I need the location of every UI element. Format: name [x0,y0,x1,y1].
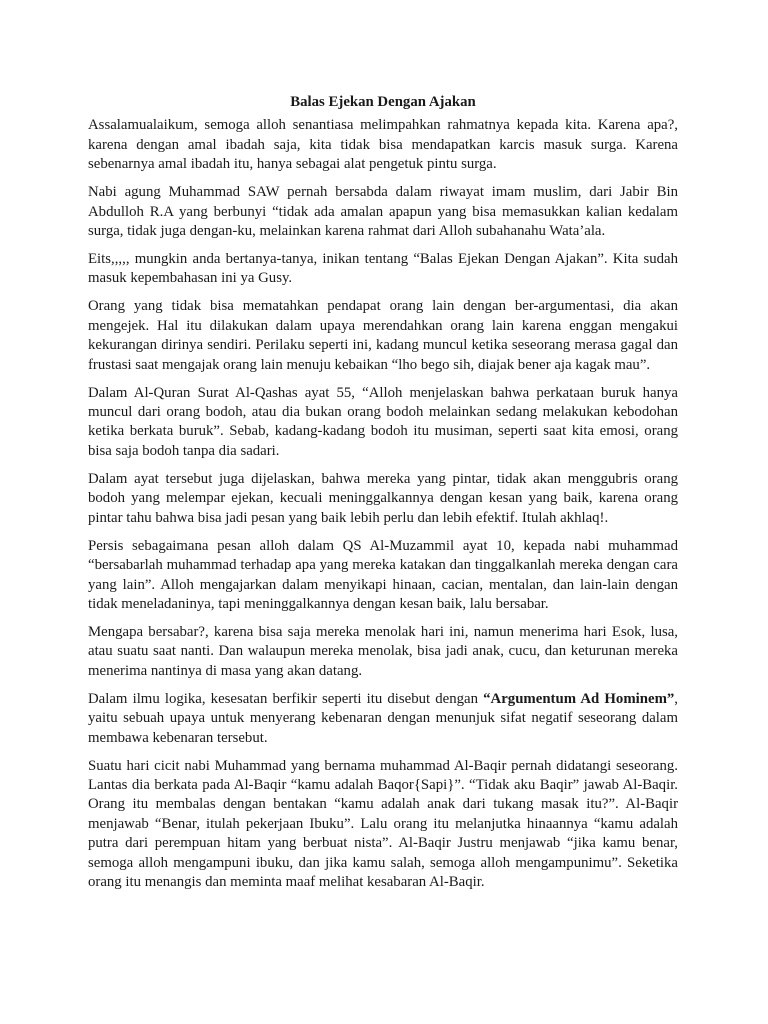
document-title: Balas Ejekan Dengan Ajakan [290,94,476,110]
paragraph-7: Persis sebagaimana pesan alloh dalam QS Al-Muzammil ayat 10, kepada nabi muhammad “bersabarlah muhammad terhadap apa yang mereka katakan dan tinggalkanlah mereka dengan cara yang lain”. Alloh mengajarkan dalam menyikapi hinaan, cacian, mentalan, dan lain-lain dengan tidak meneladaninya, tapi meninggalkannya dengan kesan baik, lalu bersabar. [88,537,678,612]
argumentum-term: “Argumentum Ad Hominem” [483,690,675,707]
paragraph-3: Eits,,,,, mungkin anda bertanya-tanya, inikan tentang “Balas Ejekan Dengan Ajakan”. Kita sudah masuk kepembahasan ini ya Gusy. [88,251,678,287]
paragraph-6: Dalam ayat tersebut juga dijelaskan, bahwa mereka yang pintar, tidak akan menggubris orang bodoh yang melempar ejekan, kecuali meninggalkannya dengan kesan yang baik, karena orang pintar tahu bahwa bisa jadi pesan yang baik lebih perlu dan lebih efektif. Itulah akhlaq!. [88,470,678,526]
paragraph-8: Mengapa bersabar?, karena bisa saja mereka menolak hari ini, namun menerima hari Esok, lusa, atau suatu saat nanti. Dan walaupun mereka menolak, bisa jadi anak, cucu, dan keturunan mereka menerima nantinya di masa yang akan datang. [88,623,678,679]
document-page [88,93,678,901]
paragraph-9-text-before: Dalam ilmu logika, kesesatan berfikir seperti itu disebut dengan [88,690,484,707]
paragraph-5: Dalam Al-Quran Surat Al-Qashas ayat 55, “Alloh menjelaskan bahwa perkataan buruk hanya muncul dari orang bodoh, atau dia bukan orang bodoh melainkan sedang melakukan kebodohan ketika berkata buruk”. Sebab, kadang-kadang bodoh itu musiman, seperti saat kita emosi, orang bisa saja bodoh tanpa dia sadari. [88,384,678,459]
paragraph-9-text-after: , yaitu sebuah upaya untuk menyerang kebenaran dengan menunjuk sifat negatif seseorang dalam membawa kebenaran tersebut. [88,690,678,746]
paragraph-1: Assalamualaikum, semoga alloh senantiasa melimpahkan rahmatnya kepada kita. Karena apa?, karena dengan amal ibadah saja, kita tidak bisa mendapatkan karcis masuk surga. Karena sebenarnya amal ibadah itu, hanya sebagai alat pengetuk pintu surga. [88,117,678,173]
paragraph-10: Suatu hari cicit nabi Muhammad yang bernama muhammad Al-Baqir pernah didatangi seseorang. Lantas dia berkata pada Al-Baqir “kamu adalah Baqor{Sapi}”. “Tidak aku Baqir” jawab Al-Baqir. Orang itu membalas dengan bentakan “kamu adalah anak dari tukang masak itu?”. Al-Baqir menjawab “Benar, itulah pekerjaan Ibuku”. Lalu orang itu melanjutka hinaannya “kamu adalah putra dari perempuan hitam yang berbuat nista”. Al-Baqir Justru menjawab “jika kamu benar, semoga alloh mengampuni ibuku, dan jika kamu salah, semoga alloh mengampunimu”. Seketika orang itu menangis dan meminta maaf melihat kesabaran Al-Baqir. [88,757,678,890]
paragraph-2: Nabi agung Muhammad SAW pernah bersabda dalam riwayat imam muslim, dari Jabir Bin Abdulloh R.A yang berbunyi “tidak ada amalan apapun yang bisa memasukkan kalian kedalam surga, tidak juga dengan-ku, melainkan karena rahmat dari Alloh subahanahu Wata’ala. [88,184,678,240]
paragraph-4: Orang yang tidak bisa mematahkan pendapat orang lain dengan ber-argumentasi, dia akan mengejek. Hal itu dilakukan dalam upaya merendahkan orang lain karena enggan mengakui kekurangan dirinya sendiri. Perilaku seperti ini, kadang muncul ketika seseorang merasa gagal dan frustasi saat mengajak orang lain menuju kebaikan “lho bego sih, diajak bener aja kagak mau”. [88,298,678,373]
paragraph-9 [88,690,678,748]
